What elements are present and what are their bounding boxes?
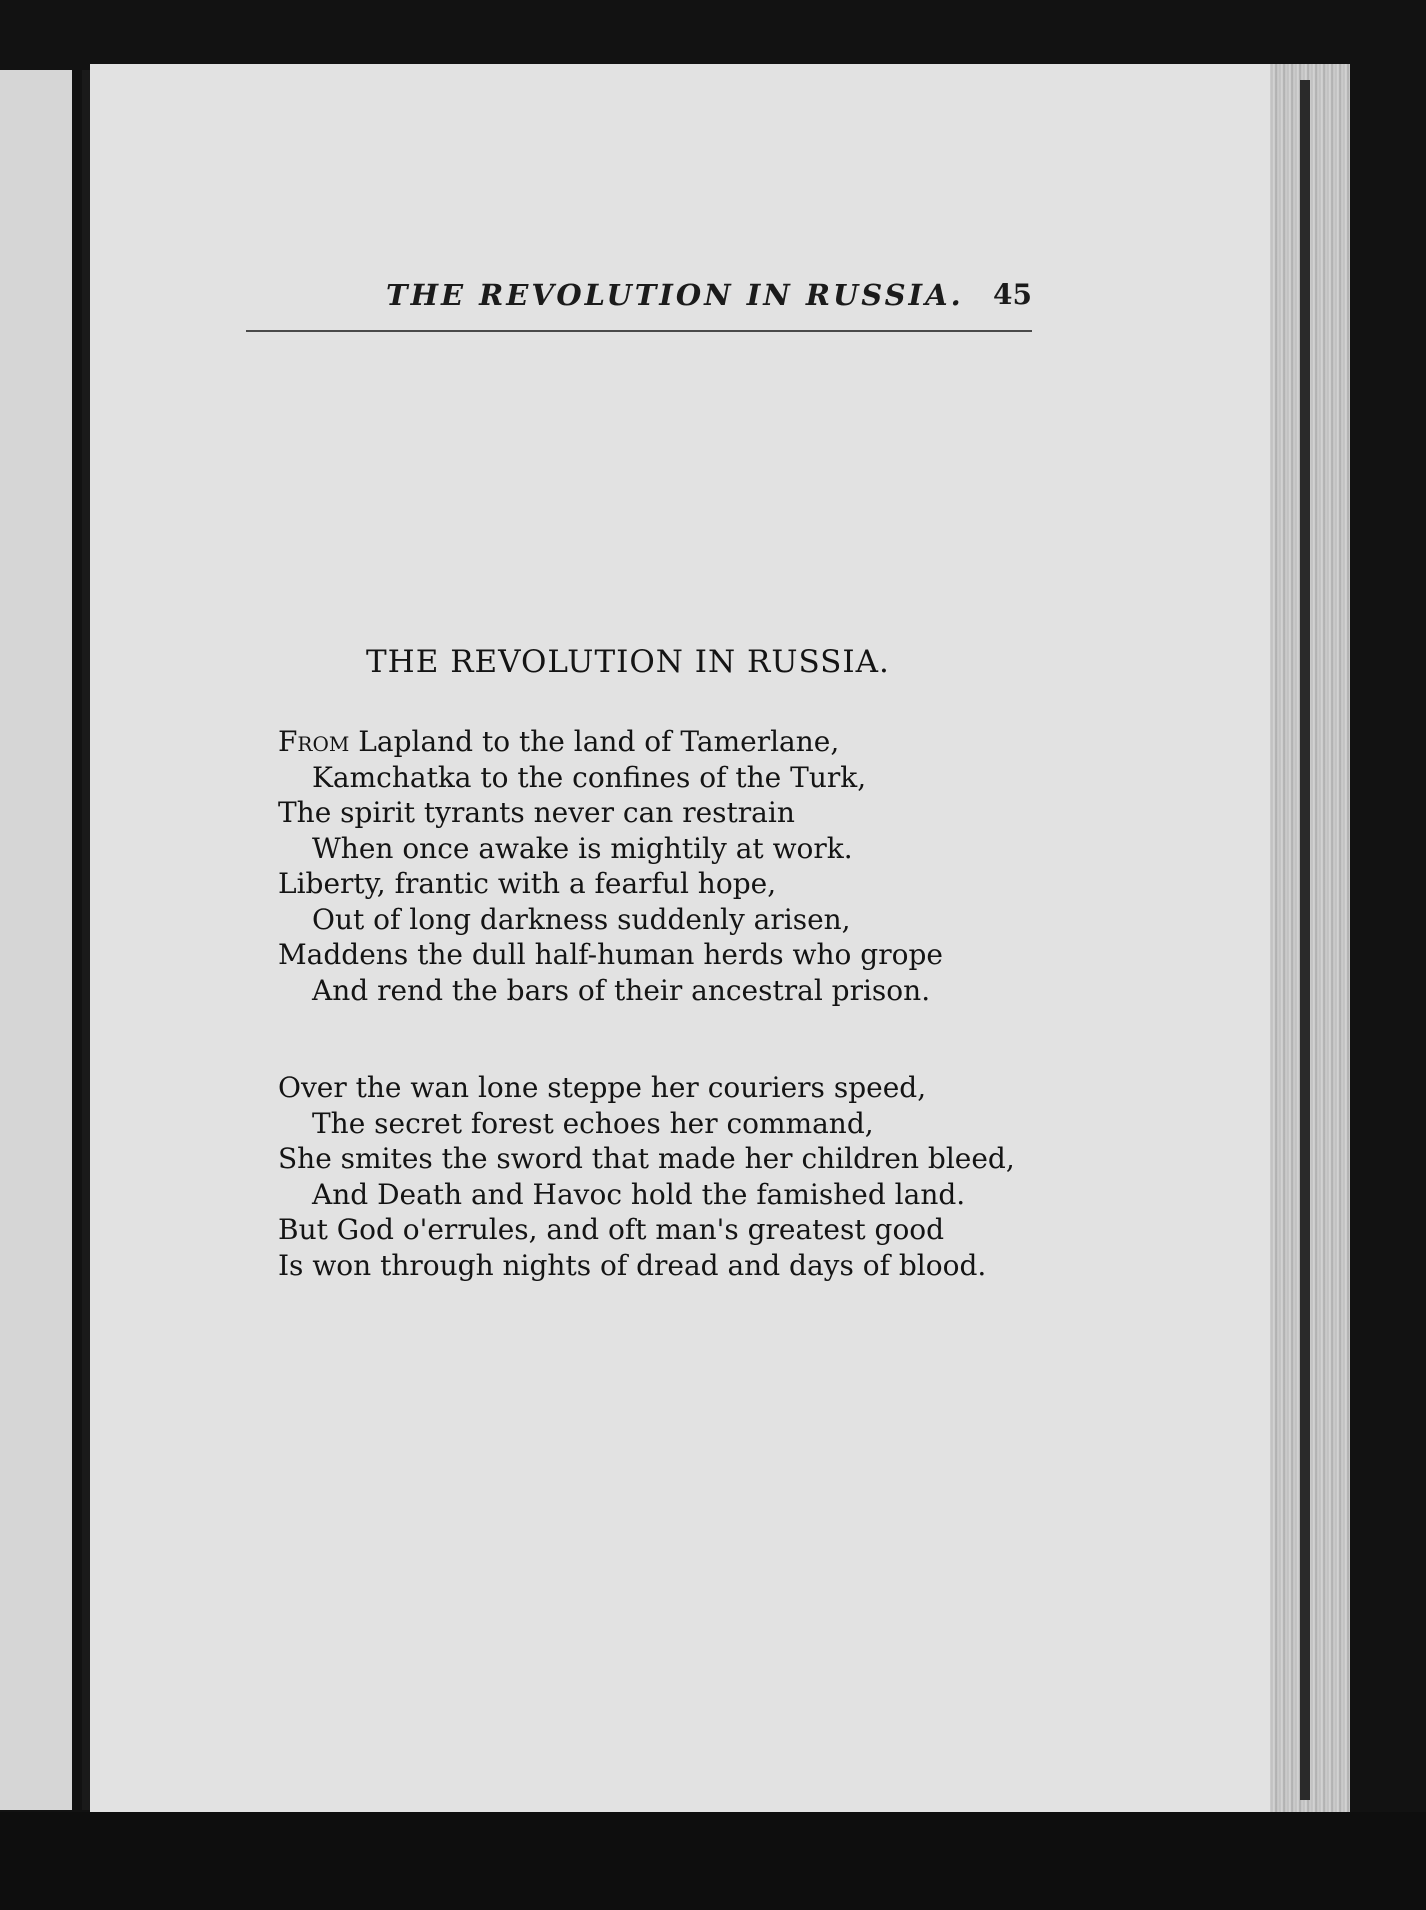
stanza-2	[278, 1070, 1015, 1283]
poem-line: And Death and Havoc hold the famished land.	[312, 1177, 966, 1211]
poem-line: But God o'errules, and oft man's greatest good	[278, 1213, 945, 1246]
poem-line: The spirit tyrants never can restrain	[278, 796, 795, 829]
line-text: Lapland to the land of Tamerlane,	[349, 725, 840, 758]
stanza-1	[278, 724, 943, 1008]
facing-page-edge	[0, 70, 72, 1810]
page-number: 45	[993, 278, 1032, 311]
poem-line: She smites the sword that made her children bleed,	[278, 1142, 1015, 1175]
poem-line	[278, 724, 943, 760]
poem-line: And rend the bars of their ancestral prison.	[312, 973, 931, 1007]
poem-line: Liberty, frantic with a fearful hope,	[278, 867, 777, 900]
poem-line: Out of long darkness suddenly arisen,	[312, 902, 851, 936]
drop-word: From	[278, 725, 350, 758]
poem-line: Kamchatka to the confines of the Turk,	[312, 760, 867, 794]
poem-line: Over the wan lone steppe her couriers speed,	[278, 1071, 927, 1104]
running-header	[246, 278, 1032, 324]
poem-line: Is won through nights of dread and days of blood.	[278, 1248, 987, 1282]
poem-line: The secret forest echoes her command,	[312, 1106, 874, 1140]
header-rule	[246, 330, 1032, 332]
book-gutter	[82, 70, 90, 1810]
running-title: THE REVOLUTION IN RUSSIA.	[386, 278, 964, 312]
poem-line: When once awake is mightily at work.	[312, 831, 853, 865]
page-stack-edges	[1270, 64, 1350, 1812]
poem-title: THE REVOLUTION IN RUSSIA.	[366, 644, 890, 680]
poem-line: Maddens the dull half-human herds who grope	[278, 938, 943, 971]
scan-background	[0, 1812, 1426, 1910]
page-edge-shadow	[1300, 80, 1310, 1800]
